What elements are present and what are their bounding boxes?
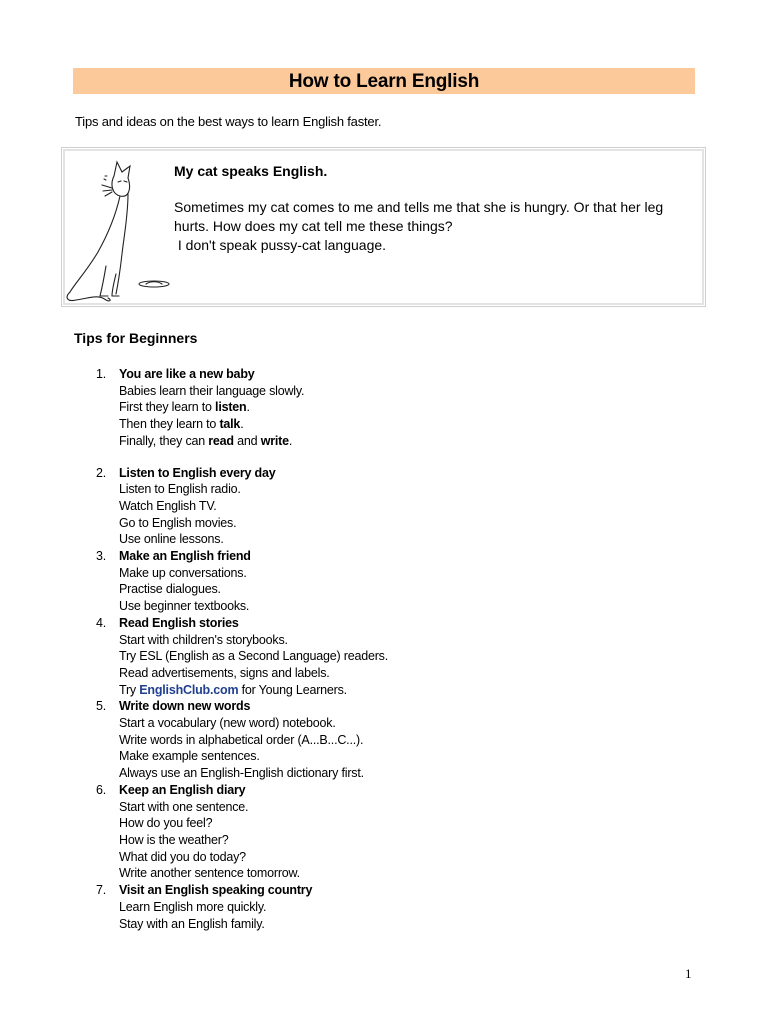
tip-line xyxy=(119,498,696,515)
tip-text: . xyxy=(246,400,250,415)
spacer xyxy=(96,450,696,465)
tip-line xyxy=(119,665,696,682)
tip-text: Babies learn their language slowly. xyxy=(119,383,305,398)
tip-number: 2. xyxy=(96,465,107,480)
tip-title: Listen to English every day xyxy=(119,465,276,480)
tip-line xyxy=(119,799,696,816)
tip-number: 5. xyxy=(96,699,107,714)
tip-line xyxy=(119,865,696,882)
tip-text: First they learn to xyxy=(119,400,216,415)
title-banner xyxy=(73,68,695,94)
tip-text: . xyxy=(288,433,293,448)
cat-story-heading: My cat speaks English. xyxy=(174,163,328,179)
tip-text: Stay with an English family. xyxy=(119,916,265,931)
tip-line xyxy=(119,765,696,782)
cat-story-line: I don't speak pussy-cat language. xyxy=(174,237,387,253)
tip-line xyxy=(119,832,696,849)
tip-text: What did you do today? xyxy=(119,849,246,864)
tip-text: Try xyxy=(119,682,140,697)
tip-line xyxy=(119,515,696,532)
tip-title: You are like a new baby xyxy=(119,367,255,381)
tip-number: 1. xyxy=(96,367,107,381)
tip-item xyxy=(96,882,696,932)
tip-text: Watch English TV. xyxy=(119,498,217,513)
tip-title: Write down new words xyxy=(119,699,251,714)
tip-line xyxy=(119,815,696,832)
tip-number: 6. xyxy=(96,782,107,797)
englishclub-link[interactable]: EnglishClub.com xyxy=(139,682,239,697)
tip-line xyxy=(119,565,696,582)
tip-title: Keep an English diary xyxy=(119,782,246,797)
tip-line xyxy=(119,433,696,450)
tip-line xyxy=(119,632,696,649)
tip-item xyxy=(96,465,696,549)
tip-text: Listen to English radio. xyxy=(119,482,241,497)
tip-line xyxy=(119,581,696,598)
tip-text: Read advertisements, signs and labels. xyxy=(119,665,330,680)
tip-text: Start with one sentence. xyxy=(119,799,249,814)
tip-text: Use beginner textbooks. xyxy=(119,599,250,614)
cat-story-line: Sometimes my cat comes to me and tells me that she is hungry. Or that her leg hurts. How does my cat tell me these things? xyxy=(174,199,664,234)
tip-text: Practise dialogues. xyxy=(119,582,221,597)
tip-line xyxy=(119,598,696,615)
tip-line xyxy=(119,531,696,548)
tip-item xyxy=(96,548,696,615)
tip-line xyxy=(119,416,696,433)
tip-line xyxy=(119,899,696,916)
cat-story-text xyxy=(174,198,694,255)
tip-line xyxy=(119,732,696,749)
tip-number: 7. xyxy=(96,883,107,898)
tip-number: 4. xyxy=(96,615,107,630)
emphasis-word: listen xyxy=(215,400,247,415)
tip-text: for Young Learners. xyxy=(238,682,347,697)
tip-text: Learn English more quickly. xyxy=(119,899,267,914)
tip-line xyxy=(119,383,696,400)
tip-text: How is the weather? xyxy=(119,832,229,847)
tip-title: Make an English friend xyxy=(119,549,251,564)
emphasis-word: talk xyxy=(219,417,241,432)
tip-title: Read English stories xyxy=(119,615,239,630)
section-heading-beginners: Tips for Beginners xyxy=(74,330,198,346)
tip-line xyxy=(119,399,696,416)
tip-text: How do you feel? xyxy=(119,816,213,831)
tip-text: Write words in alphabetical order (A...B...C...). xyxy=(119,732,364,747)
tip-text: Write another sentence tomorrow. xyxy=(119,866,300,881)
tip-text: Start a vocabulary (new word) notebook. xyxy=(119,716,336,731)
tip-title: Visit an English speaking country xyxy=(119,883,313,898)
tip-number: 3. xyxy=(96,549,107,564)
tip-item xyxy=(96,366,696,450)
emphasis-word: read xyxy=(208,433,234,448)
tip-item xyxy=(96,698,696,782)
tips-list xyxy=(96,366,696,932)
tip-text: Start with children's storybooks. xyxy=(119,632,288,647)
tip-item xyxy=(96,782,696,882)
page-subtitle: Tips and ideas on the best ways to learn English faster. xyxy=(75,114,382,129)
tip-text: . xyxy=(240,417,244,432)
tip-text: Make example sentences. xyxy=(119,749,260,764)
tip-text: Then they learn to xyxy=(119,417,220,432)
tip-text: Finally, they can xyxy=(119,433,209,448)
tip-line xyxy=(119,481,696,498)
cat-illustration-icon xyxy=(62,154,182,304)
tip-line xyxy=(119,916,696,933)
page-number: 1 xyxy=(685,966,692,981)
tip-text: Try ESL (English as a Second Language) readers. xyxy=(119,649,388,664)
emphasis-word: write xyxy=(260,433,289,448)
tip-text: Go to English movies. xyxy=(119,515,237,530)
tip-text: Always use an English-English dictionary first. xyxy=(119,766,364,781)
tip-line xyxy=(119,648,696,665)
tip-text: Use online lessons. xyxy=(119,532,224,547)
tip-text: and xyxy=(233,433,261,448)
tip-line xyxy=(119,715,696,732)
tip-line xyxy=(119,682,696,699)
tip-item xyxy=(96,615,696,699)
page-title: How to Learn English xyxy=(288,71,480,92)
cat-story-box xyxy=(61,147,706,307)
tip-text: Make up conversations. xyxy=(119,565,247,580)
tip-line xyxy=(119,849,696,866)
tip-line xyxy=(119,748,696,765)
